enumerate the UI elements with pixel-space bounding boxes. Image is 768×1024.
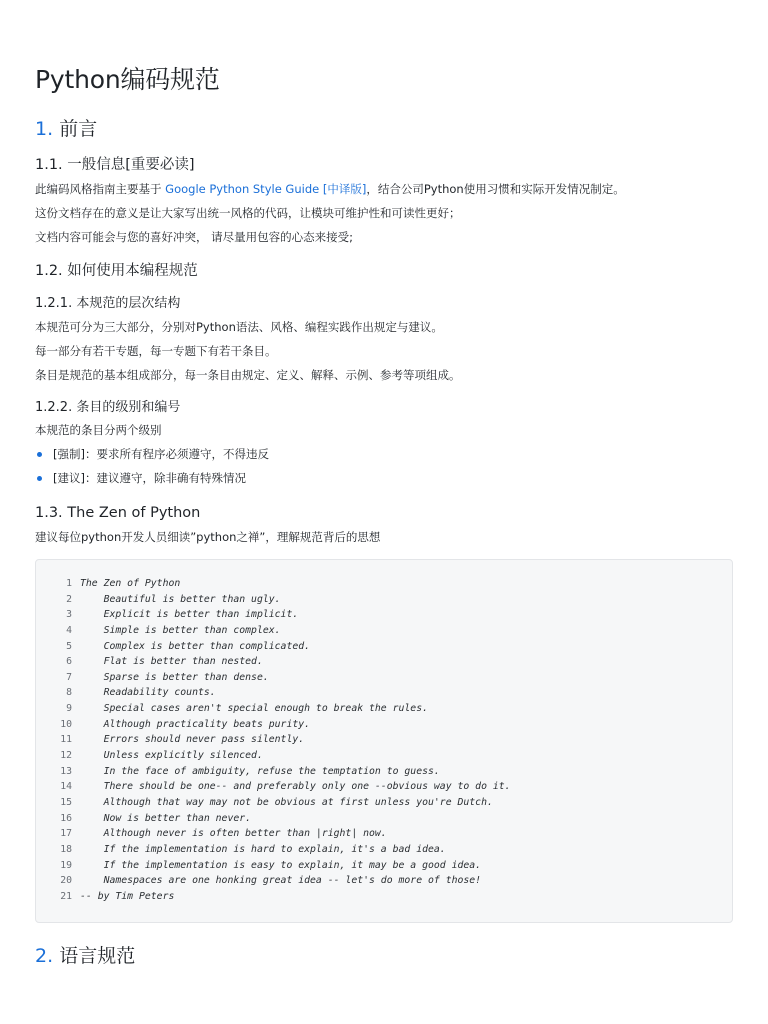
code-line: [36, 858, 732, 874]
google-style-guide-link[interactable]: Google Python Style Guide: [165, 182, 320, 196]
code-line: [36, 592, 732, 608]
code-text: Flat is better than nested.: [80, 656, 263, 668]
bullet-dot-icon: [37, 476, 42, 481]
bullet-dot-icon: [37, 452, 42, 457]
code-line: [36, 826, 732, 842]
section-1-1-paragraph-1: [35, 181, 625, 198]
code-text: If the implementation is easy to explain, it may be a good idea.: [80, 859, 482, 871]
section-1-1-heading: 1.1. 一般信息[重要必读]: [35, 157, 195, 173]
code-line: [36, 748, 732, 764]
code-line: [36, 670, 732, 686]
code-line: [36, 811, 732, 827]
code-text: In the face of ambiguity, refuse the temptation to guess.: [80, 765, 440, 777]
code-line: [36, 576, 732, 592]
list-item-text: [强制]：要求所有程序必须遵守，不得违反: [53, 447, 269, 461]
code-text: Although practicality beats purity.: [80, 718, 311, 730]
list-item-text: [建议]：建议遵守，除非确有特殊情况: [53, 471, 246, 485]
section-1-2-2-paragraph-1: 本规范的条目分两个级别: [35, 423, 162, 437]
line-number: 2: [66, 593, 72, 605]
line-number: 3: [66, 609, 72, 621]
section-1-2-1-paragraph-2: 每一部分有若干专题，每一专题下有若干条目。: [35, 344, 277, 358]
section-1-1-paragraph-3: 文档内容可能会与您的喜好冲突， 请尽量用包容的心态来接受;: [35, 230, 354, 244]
code-line: [36, 889, 732, 905]
code-text: Beautiful is better than ugly.: [80, 593, 281, 605]
code-text: Errors should never pass silently.: [80, 734, 305, 746]
code-text: Although never is often better than |right| now.: [80, 828, 387, 840]
line-number: 19: [60, 859, 72, 871]
list-item: [35, 470, 269, 487]
code-text: Now is better than never.: [80, 812, 252, 824]
line-number: 1: [66, 578, 72, 589]
level-bullet-list: [35, 446, 269, 487]
code-text: Explicit is better than implicit.: [80, 609, 299, 621]
code-line: [36, 623, 732, 639]
line-number: 14: [60, 781, 72, 793]
code-text: Although that way may not be obvious at first unless you're Dutch.: [80, 796, 493, 808]
section-1-title: 前言: [59, 118, 98, 140]
section-1-3-heading: 1.3. The Zen of Python: [35, 505, 201, 521]
line-number: 17: [60, 828, 72, 840]
section-1-2-1-paragraph-1: 本规范可分为三大部分，分别对Python语法、风格、编程实践作出规定与建议。: [35, 320, 443, 334]
line-number: 18: [60, 843, 72, 855]
section-2-number: 2.: [35, 945, 54, 967]
line-number: 8: [66, 687, 72, 699]
code-text: There should be one-- and preferably only one --obvious way to do it.: [80, 781, 511, 793]
code-line: [36, 779, 732, 795]
section-1-1-paragraph-2: 这份文档存在的意义是让大家写出统一风格的代码，让模块可维护性和可读性更好；: [35, 206, 461, 220]
line-number: 21: [60, 890, 72, 902]
code-text: Unless explicitly silenced.: [80, 750, 263, 762]
list-item: [35, 446, 269, 463]
code-line: [36, 795, 732, 811]
line-number: 13: [60, 765, 72, 777]
zen-of-python-code-block[interactable]: [35, 559, 733, 923]
code-text: Readability counts.: [80, 687, 216, 699]
code-text: Namespaces are one honking great idea -- let's do more of those!: [80, 875, 482, 887]
line-number: 15: [60, 796, 72, 808]
section-2-heading: [35, 942, 135, 970]
code-line: [36, 654, 732, 670]
code-text: -- by Tim Peters: [80, 890, 175, 902]
paragraph-text: ，结合公司Python使用习惯和实际开发情况制定。: [366, 182, 625, 196]
code-text: Special cases aren't special enough to break the rules.: [80, 703, 428, 715]
code-text: Sparse is better than dense.: [80, 671, 269, 683]
code-line: [36, 607, 732, 623]
section-1-2-1-heading: 1.2.1. 本规范的层次结构: [35, 296, 181, 311]
chinese-translation-link[interactable]: [中译版]: [319, 182, 367, 196]
code-line: [36, 639, 732, 655]
line-number: 11: [60, 734, 72, 746]
line-number: 16: [60, 812, 72, 824]
line-number: 9: [66, 703, 72, 715]
section-1-3-paragraph-1: 建议每位python开发人员细读”python之禅”，理解规范背后的思想: [35, 530, 381, 544]
line-number: 6: [66, 656, 72, 668]
paragraph-text: 此编码风格指南主要基于: [35, 182, 166, 196]
line-number: 12: [60, 750, 72, 762]
section-1-2-1-paragraph-3: 条目是规范的基本组成部分，每一条目由规定、定义、解释、示例、参考等项组成。: [35, 368, 461, 382]
code-line: [36, 842, 732, 858]
code-line: [36, 764, 732, 780]
code-line: [36, 701, 732, 717]
code-line: [36, 685, 732, 701]
line-number: 4: [66, 624, 72, 636]
page-title: Python编码规范: [35, 65, 220, 94]
section-1-number: 1.: [35, 118, 54, 140]
code-text: If the implementation is hard to explain, it's a bad idea.: [80, 843, 446, 855]
code-line: [36, 717, 732, 733]
code-line: [36, 873, 732, 889]
code-line: [36, 732, 732, 748]
section-2-title: 语言规范: [59, 945, 136, 967]
line-number: 7: [66, 671, 72, 683]
section-1-2-2-heading: 1.2.2. 条目的级别和编号: [35, 400, 181, 415]
line-number: 5: [66, 640, 72, 652]
section-1-2-heading: 1.2. 如何使用本编程规范: [35, 263, 198, 279]
line-number: 20: [60, 875, 72, 887]
code-text: Simple is better than complex.: [80, 624, 281, 636]
code-text: Complex is better than complicated.: [80, 640, 311, 652]
line-number: 10: [60, 718, 72, 730]
code-text: The Zen of Python: [80, 578, 181, 589]
section-1-heading: [35, 115, 97, 143]
